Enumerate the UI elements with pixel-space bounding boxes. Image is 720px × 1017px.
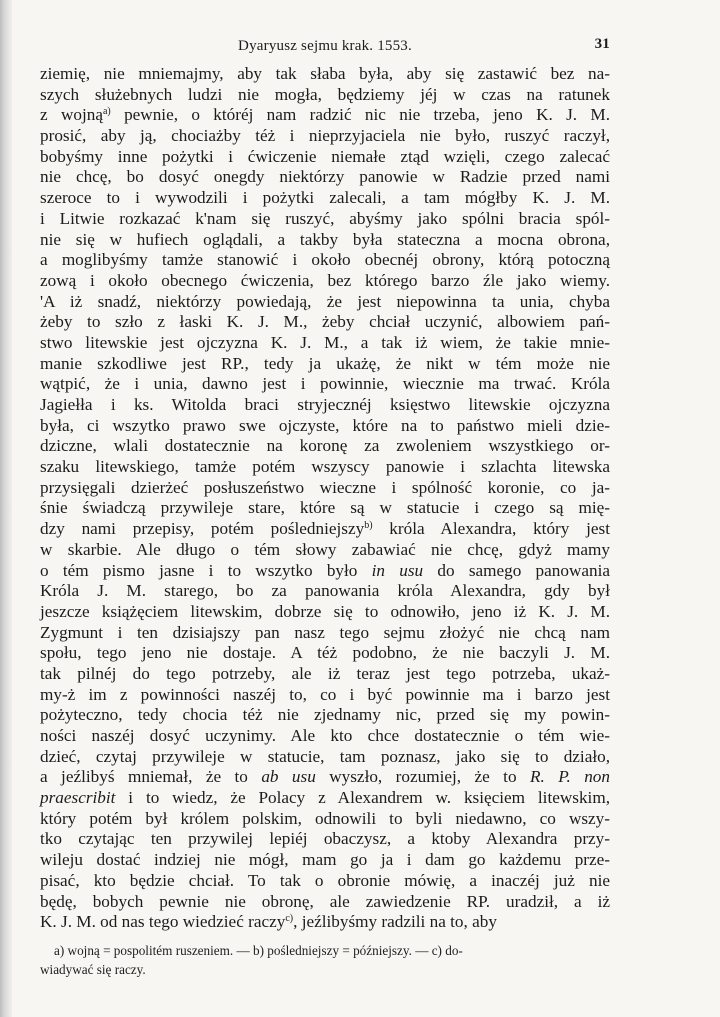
footnotes bbox=[40, 941, 610, 979]
text-line: ności naszéj dosyć uczynimy. Ale kto chce dostatecznie o tém wie- bbox=[40, 726, 610, 745]
body-text bbox=[40, 64, 610, 933]
text-line: dzieć, czytaj przywileje w statucie, tam poznasz, jako się to działo, bbox=[40, 746, 610, 766]
text-line: K. J. M. od nas tego wiedzieć raczy$^{c)}$, jeźlibyśmy radzili na to, aby bbox=[40, 912, 497, 932]
text-line: który potém był królem polskim, odnowili to byli niedawno, co wszy- bbox=[40, 808, 610, 828]
text-line: manie szkodliwe jest RP., tedy ja ukażę, że nikt w tém może nie bbox=[40, 353, 610, 373]
page-number: 31 bbox=[594, 36, 610, 52]
text-line: była, ci wszytko prawo swe ojczyste, które na to państwo mieli dzie- bbox=[40, 415, 610, 435]
running-header bbox=[40, 32, 610, 60]
text-line: 'A iż snadź, niektórzy powiedają, że jest niepowinna ta unia, chyba bbox=[40, 291, 610, 311]
text-line: przysięgali dzierżeć posłuszeństwo wieczne i spólność koronie, co ja- bbox=[40, 477, 610, 497]
text-line: prosić, aby ją, chociażby téż i nieprzyjaciela nie było, ruszyć raczył, bbox=[40, 126, 610, 146]
text-line: Króla J. M. starego, bo za panowania króla Alexandra, gdy był bbox=[40, 581, 610, 601]
text-line: o tém pismo jasne i to wszytko było in usu do samego panowania bbox=[40, 560, 611, 580]
running-title: Dyaryusz sejmu krak. 1553. bbox=[238, 38, 412, 54]
text-line: Zygmunt i ten dzisiajszy pan nasz tego sejmu złożyć nie chcą nam bbox=[40, 622, 610, 642]
text-line: będę, bobych pewnie nie obronę, ale zawiedzenie RP. uradził, a iż bbox=[40, 891, 610, 911]
text-line: dzy nami przepisy, potém pośledniejszy$^{b)}$ króla Alexandra, który jest bbox=[40, 519, 610, 539]
text-line: szeroce to i wywodzili i pożytki zalecali, a tam mógłby K. J. M. bbox=[40, 188, 610, 208]
text-line: a moglibyśmy tamże stanowić i około obecnéj obrony, którą potoczną bbox=[40, 250, 610, 270]
text-line: społu, tego jeno nie dostaje. A téż podobno, że nie baczyli J. M. bbox=[40, 643, 610, 663]
text-line: wątpić, że i unia, dawno jest i powinnie, wiecznie ma trwać. Króla bbox=[40, 374, 610, 394]
text-line: żeby to szło z łaski K. J. M., żeby chciał uczynić, albowiem pań- bbox=[40, 312, 610, 332]
footnote-line: wiadywać się raczy. bbox=[40, 961, 146, 977]
text-line: my-ż im z powinności naszéj to, co i być powinnie ma i barzo jest bbox=[40, 684, 610, 704]
text-line: jeszcze książęciem litewskim, dobrze się to odnowiło, jeno iż K. J. M. bbox=[40, 601, 610, 621]
text-line: z wojną$^{a)}$ pewnie, o któréj nam radzić nic nie trzeba, jeno K. J. M. bbox=[40, 105, 610, 125]
text-line: pisać, kto będzie chciał. To tak o obronie mówię, a inaczéj już nie bbox=[40, 870, 610, 890]
text-line: i Litwie rozkazać k'nam się ruszyć, abyśmy jako spólni bracia spól- bbox=[40, 208, 610, 228]
text-line: pożyteczno, tedy chocia téż nie zjednamy nic, przed się my powin- bbox=[40, 705, 610, 725]
text-line: dziczne, wlali dostatecznie na koronę za zwoleniem wszystkiego or- bbox=[40, 436, 610, 456]
text-line: stwo litewskie jest ojczyzna K. J. M., a tak iż wiem, że takie mnie- bbox=[40, 332, 610, 352]
text-line: tak pilnéj do tego potrzeby, ale iż teraz jest tego potrzeba, ukaż- bbox=[40, 663, 610, 683]
text-line: tko czytając ten przywilej lepiéj obaczysz, a ktoby Alexandra przy- bbox=[40, 829, 610, 849]
text-line: w skarbie. Ale długo o tém słowy zabawiać nie chcę, gdyż mamy bbox=[40, 539, 610, 559]
text-line: szaku litewskiego, tamże potém wszyscy panowie i szlachta litewska bbox=[40, 457, 610, 477]
text-line: praescribit i to wiedz, że Polacy z Alexandrem w. księciem litewskim, bbox=[40, 788, 610, 808]
page-binding-edge bbox=[0, 0, 12, 1017]
text-line: bobyśmy inne pożytki i ćwiczenie niemałe ztąd wzięli, czego zalecać bbox=[40, 146, 610, 166]
document-page bbox=[40, 32, 610, 979]
text-line: ziemię, nie mniemajmy, aby tak słaba była, aby się zastawić bez na- bbox=[40, 64, 610, 83]
footnote-line: a) wojną = pospolitém ruszeniem. — b) pośledniejszy = późniejszy. — c) do- bbox=[54, 942, 463, 958]
text-line: Jagiełła i ks. Witolda braci stryjecznéj księstwo litewskie ojczyzna bbox=[40, 395, 610, 414]
text-line: a jeźlibyś mniemał, że to ab usu wyszło, rozumiej, że to R. P. non bbox=[40, 767, 610, 787]
text-line: wileju dostać indziej nie mógł, mam go ja i dam go każdemu prze- bbox=[40, 850, 610, 870]
text-line: śnie świadczą przywileje stare, które są w statucie i czego są mię- bbox=[40, 498, 610, 518]
text-line: szych służebnych ludzi nie mogła, będziemy jéj w czas na ratunek bbox=[40, 84, 610, 104]
text-line: zową i około obecnego ćwiczenia, bez którego barzo źle jako wiemy. bbox=[40, 270, 610, 290]
text-line: nie chcę, bo dosyć onegdy niektórzy panowie w Radzie przed nami bbox=[40, 167, 610, 187]
text-line: nie się w hufiech oglądali, a takby była stateczna a mocna obrona, bbox=[40, 229, 610, 249]
